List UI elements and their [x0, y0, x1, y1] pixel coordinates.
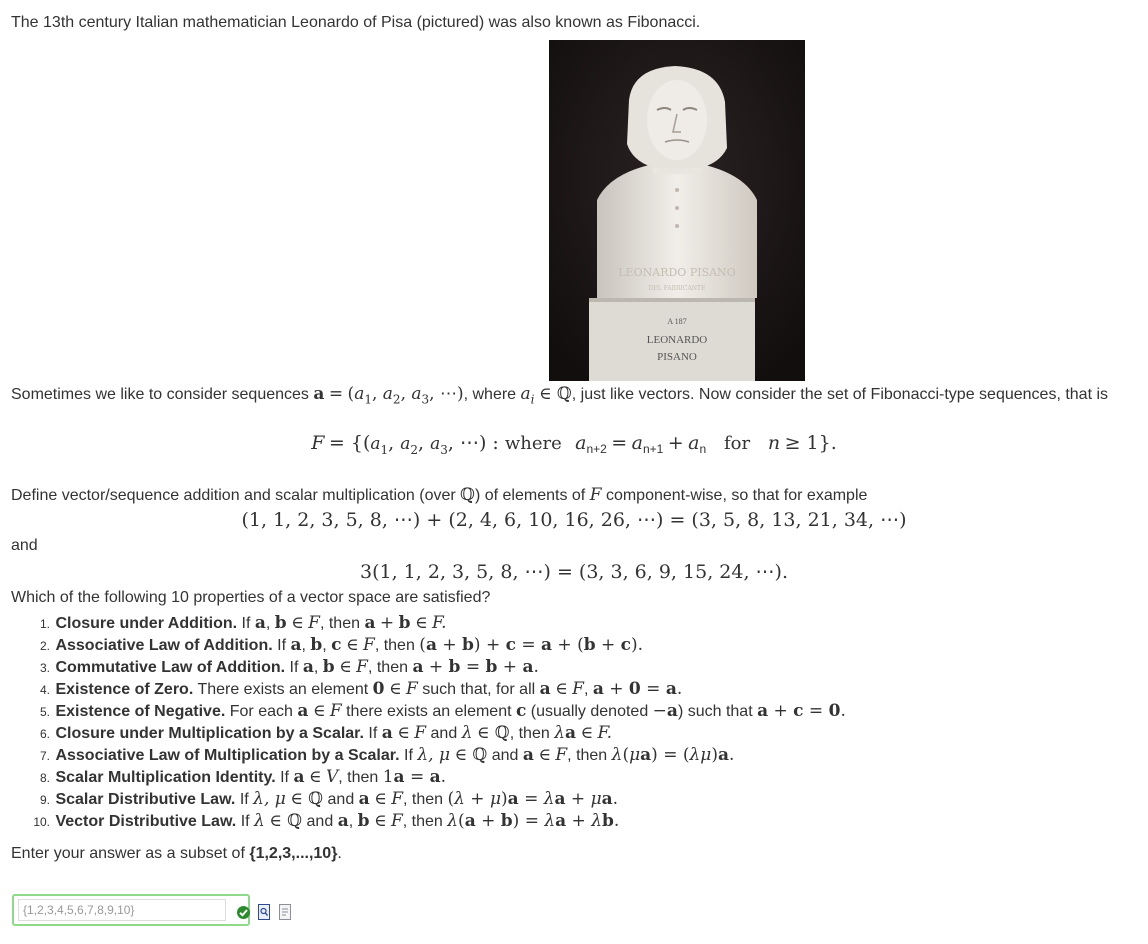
scalar-example: 3(1, 1, 2, 3, 5, 8, ⋯) = (3, 3, 6, 9, 15, 24, ⋯). [360, 561, 788, 583]
and-text: and [11, 537, 38, 554]
property-2: 2. Associative Law of Addition. If a, b, c ∈ F, then (a + b) + c = a + (b + c). [39, 635, 644, 655]
preview-icon[interactable] [258, 904, 270, 920]
answer-input[interactable] [18, 899, 226, 921]
properties-list [12, 612, 846, 832]
property-6: 6. Closure under Multiplication by a Scalar. If a ∈ F and λ ∈ ℚ, then λa ∈ F. [39, 723, 613, 743]
plinth-inscription-1: LEONARDO PISANO [618, 266, 736, 279]
property-5: 5. Existence of Negative. For each a ∈ F there exists an element c (usually denoted −a) such that a + c = 0. [39, 701, 846, 721]
document-icon[interactable] [279, 904, 291, 920]
label-code: A 187 [667, 317, 687, 326]
fibonacci-bust-image [549, 40, 805, 381]
plinth-inscription-2: DEL FABRICANTE [648, 285, 706, 292]
question-text: Which of the following 10 properties of a vector space are satisfied? [11, 589, 491, 606]
sequences-paragraph: Sometimes we like to consider sequences $a = (a_1$, $a_2$, $a_3$, ⋯), where $a_i$ ∈ ℚ, just like vectors. Now consider the set of Fibonacci-type sequences, that is [11, 384, 1109, 407]
answer-instructions: Enter your answer as a subset of {1,2,3,...,10}. [11, 845, 342, 862]
label-name-2: PISANO [657, 351, 697, 363]
property-9: 9. Scalar Distributive Law. If λ, μ ∈ ℚ and a ∈ F, then (λ + μ)a = λa + μa. [39, 789, 619, 809]
property-7: 7. Associative Law of Multiplication by a Scalar. If λ, μ ∈ ℚ and a ∈ F, then λ(μa) = (λμ)a. [39, 745, 735, 765]
define-paragraph: Define vector/sequence addition and scalar multiplication (over ℚ) of elements of F component-wise, so that for example [11, 485, 868, 505]
answer-box [12, 894, 250, 926]
addition-example: (1, 1, 2, 3, 5, 8, ⋯) + (2, 4, 6, 10, 16, 26, ⋯) = (3, 5, 8, 13, 21, 34, ⋯) [241, 509, 907, 531]
property-10: 10. Vector Distributive Law. If λ ∈ ℚ and a, b ∈ F, then λ(a + b) = λa + λb. [33, 811, 620, 831]
check-circle-icon [237, 906, 250, 919]
intro-text: The 13th century Italian mathematician Leonardo of Pisa (pictured) was also known as Fibonacci. [11, 14, 701, 31]
property-4: 4. Existence of Zero. There exists an element 0 ∈ F such that, for all a ∈ F, a + 0 = a. [39, 679, 683, 699]
property-1: 1. Closure under Addition. If a, b ∈ F, then a + b ∈ F. [39, 613, 447, 633]
label-name-1: LEONARDO [646, 334, 708, 346]
property-8: 8. Scalar Multiplication Identity. If a ∈ V, then 1a = a. [39, 767, 447, 787]
property-3: 3. Commutative Law of Addition. If a, b ∈ F, then a + b = b + a. [39, 657, 539, 677]
fibonacci-set-definition: $F = \{(a_1$, $a_2$, $a_3$, ⋯) : where $a_{n+2} = a_{n+1} + a_n$ for n ≥ 1}. [311, 432, 837, 457]
